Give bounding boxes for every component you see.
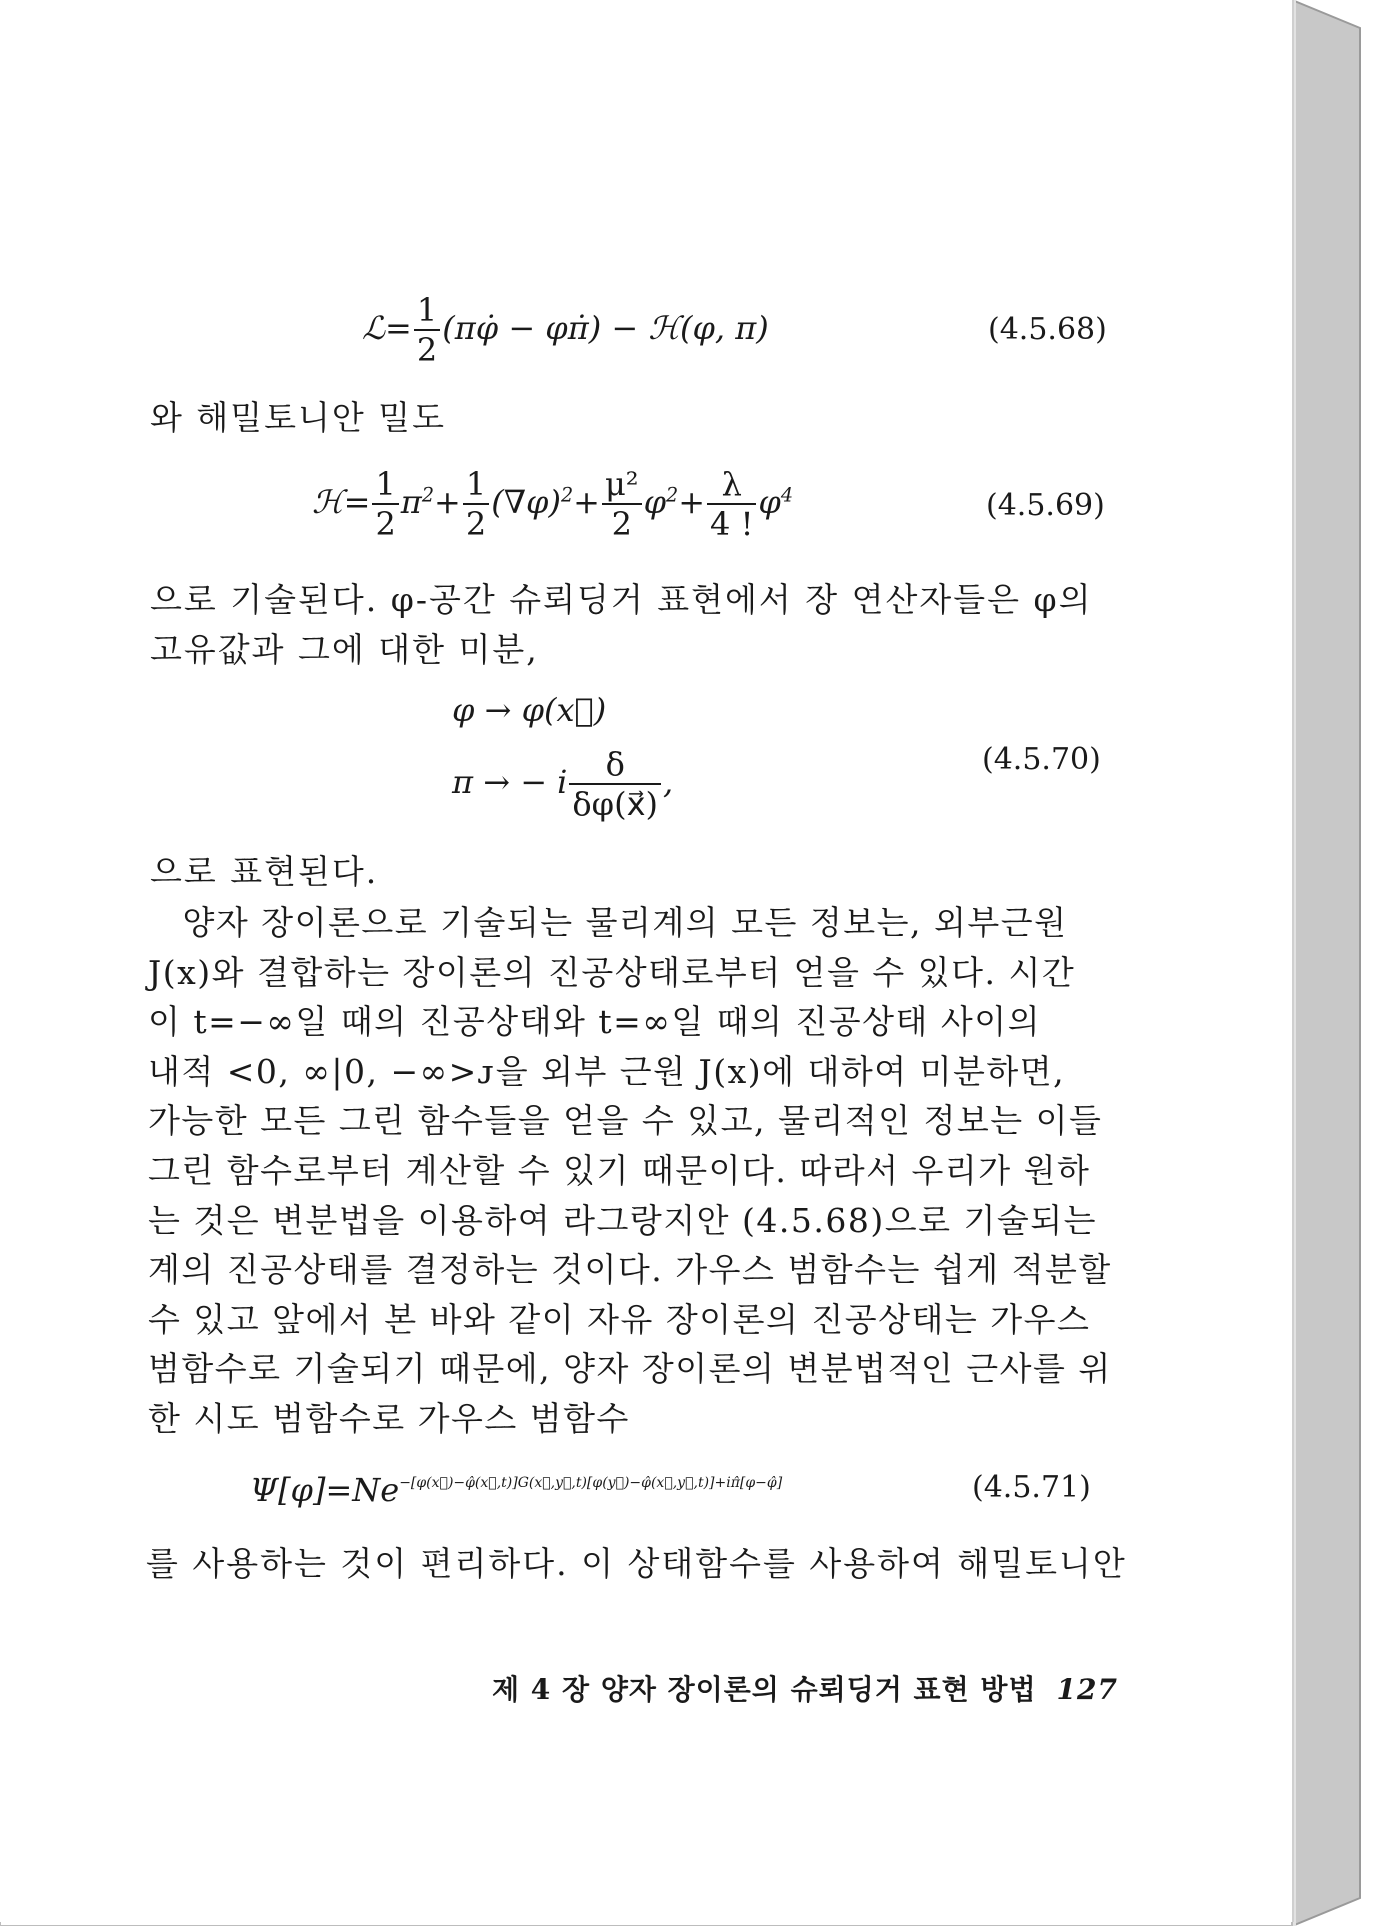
footer-chapter-title: 제 4 장 양자 장이론의 슈뢰딩거 표현 방법	[492, 1673, 1037, 1706]
fraction: $\frac{1}{2}$	[414, 292, 440, 369]
text-line-last: 를 사용하는 것이 편리하다. 이 상태함수를 사용하여 해밀토니안	[146, 1544, 1127, 1583]
paragraph-2-line: 한 시도 범함수로 가우스 범함수	[148, 1398, 630, 1438]
paragraph-2-line: 범함수로 기술되기 때문에, 양자 장이론의 변분법적인 근사를 위	[148, 1349, 1112, 1389]
eq-rhs: (πφ̇ − φπ̇) − ℋ(φ, π)	[442, 309, 769, 348]
equation-number-4-5-69: (4.5.69)	[986, 488, 1105, 523]
paragraph-2-line: 계의 진공상태를 결정하는 것이다. 가우스 범함수는 쉽게 적분할	[148, 1250, 1112, 1290]
paragraph-2-line: 수 있고 앞에서 본 바와 같이 자유 장이론의 진공상태는 가우스	[148, 1299, 1091, 1339]
equation-4-5-69: ℋ= $\frac{1}{2}$ $\pi^2+$ $\frac{1}{2}$ $(\nabla\varphi)^2+$ $\frac{\text{μ²}}{2}$ $\varphi^2+$ $\frac{\lambda}{4 !}$ $\varphi^4$	[312, 465, 794, 543]
paragraph-2-line: 양자 장이론으로 기술되는 물리계의 모든 정보는, 외부근원	[148, 903, 1068, 942]
paragraph-2-line: 그린 함수로부터 계산할 수 있기 때문이다. 따라서 우리가 원하	[148, 1150, 1091, 1190]
paragraph-2-line: 가능한 모든 그린 함수들을 얻을 수 있고, 물리적인 정보는 이들	[148, 1101, 1103, 1141]
equation-number-4-5-70: (4.5.70)	[982, 742, 1101, 777]
equation-4-5-70-row-2: π → − i $\frac{\delta}{\delta\varphi(x⃗)}$ ,	[452, 745, 674, 823]
equation-4-5-68	[362, 292, 769, 369]
page-number: 127	[1056, 1673, 1118, 1706]
equation-4-5-70-row-1: φ → φ(x⃗)	[452, 691, 607, 729]
eq-lhs: ℒ=	[362, 309, 412, 348]
paragraph-2-line: 내적 <0, ∞|0, −∞>ᴊ을 외부 근원 J(x)에 대하여 미분하면,	[148, 1051, 1066, 1091]
equation-4-5-71: $\Psi[\varphi]=Ne^{-[\varphi(x⃗)-\varphî(x⃗,t)]G(x⃗,y⃗,t)[\varphi(y⃗)-\varphî(x⃗,y⃗,t)]+i\pî[\varphi-\varphî]}$	[250, 1471, 783, 1509]
paragraph-2-line: 는 것은 변분법을 이용하여 라그랑지안 (4.5.68)으로 기술되는	[148, 1200, 1097, 1240]
paragraph-2-line: J(x)와 결합하는 장이론의 진공상태로부터 얻을 수 있다. 시간	[148, 952, 1076, 992]
paragraph-1-line-1: 으로 기술된다. φ-공간 슈뢰딩거 표현에서 장 연산자들은 φ의	[150, 580, 1093, 619]
page-footer	[492, 1668, 1118, 1708]
text-line-expressed: 으로 표현된다.	[150, 852, 379, 891]
paragraph-1-line-2: 고유값과 그에 대한 미분,	[150, 630, 539, 669]
paragraph-2-line: 이 t=−∞일 때의 진공상태와 t=∞일 때의 진공상태 사이의	[148, 1002, 1042, 1042]
text-line-hamiltonian-density: 와 해밀토니안 밀도	[150, 398, 447, 437]
paragraph-2	[148, 898, 1112, 1444]
equation-number-4-5-68: (4.5.68)	[988, 312, 1107, 347]
equation-number-4-5-71: (4.5.71)	[972, 1470, 1091, 1505]
